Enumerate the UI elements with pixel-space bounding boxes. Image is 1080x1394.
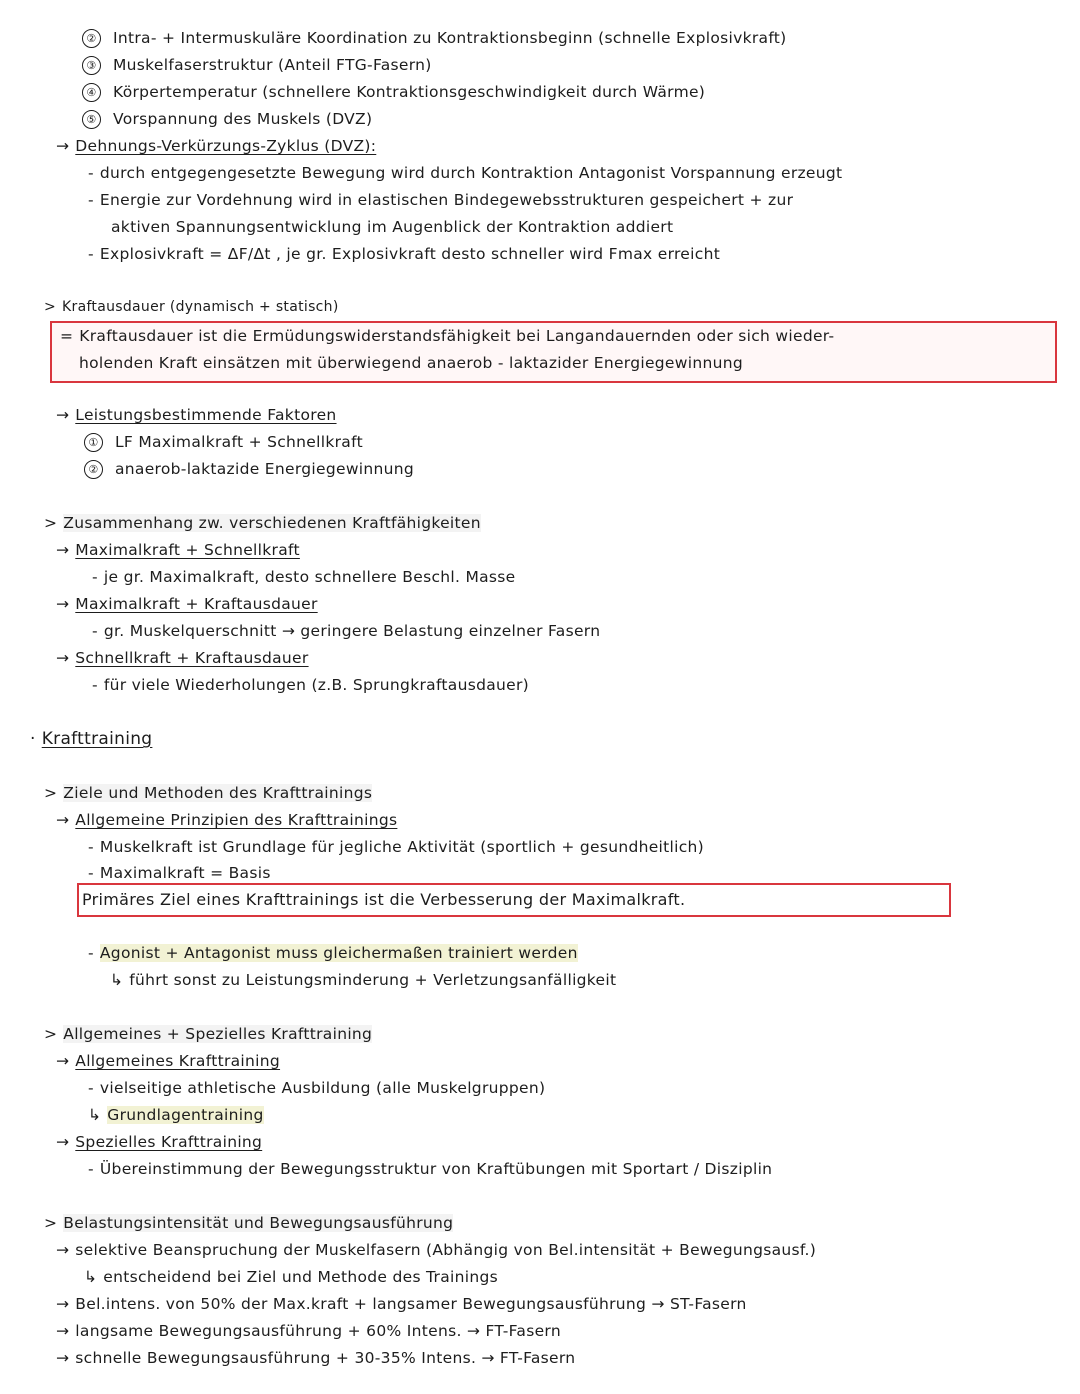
- note-line: aktiven Spannungsentwicklung im Augenblick der Kontraktion addiert: [111, 218, 674, 236]
- note-line: ④ Körpertemperatur (schnellere Kontraktionsgeschwindigkeit durch Wärme): [82, 81, 705, 103]
- note-line: ↳ führt sonst zu Leistungsminderung + Verletzungsanfälligkeit: [110, 971, 617, 989]
- note-line: ⑤ Vorspannung des Muskels (DVZ): [82, 108, 372, 130]
- note-line: ② Intra- + Intermuskuläre Koordination zu Kontraktionsbeginn (schnelle Explosivkraft): [82, 27, 787, 49]
- subheading: → Spezielles Krafttraining: [56, 1133, 263, 1151]
- note-line: ↳ entscheidend bei Ziel und Methode des Trainings: [84, 1268, 498, 1286]
- note-line: - Übereinstimmung der Bewegungsstruktur von Kraftübungen mit Sportart / Disziplin: [88, 1160, 773, 1178]
- note-line: ↳ Grundlagentraining: [88, 1106, 264, 1124]
- section-heading: > Kraftausdauer (dynamisch + statisch): [44, 299, 339, 315]
- note-line: - Maximalkraft = Basis: [88, 864, 271, 882]
- note-line: - Explosivkraft = ΔF/Δt , je gr. Explosivkraft desto schneller wird Fmax erreicht: [88, 245, 721, 263]
- note-line: → selektive Beanspruchung der Muskelfasern (Abhängig von Bel.intensität + Bewegungsausf.): [56, 1241, 817, 1259]
- note-line: - je gr. Maximalkraft, desto schnellere Beschl. Masse: [92, 568, 516, 586]
- note-line: ③ Muskelfaserstruktur (Anteil FTG-Fasern): [82, 54, 432, 76]
- note-line: - Muskelkraft ist Grundlage für jegliche Aktivität (sportlich + gesundheitlich): [88, 838, 705, 856]
- subheading: → Maximalkraft + Schnellkraft: [56, 541, 300, 559]
- section-heading: > Allgemeines + Spezielles Krafttraining: [44, 1025, 373, 1043]
- note-line: ② anaerob-laktazide Energiegewinnung: [84, 458, 414, 480]
- subheading: → Allgemeines Krafttraining: [56, 1052, 281, 1070]
- section-heading: > Belastungsintensität und Bewegungsausführung: [44, 1214, 454, 1232]
- note-line: → Bel.intens. von 50% der Max.kraft + langsamer Bewegungsausführung → ST-Fasern: [56, 1295, 747, 1313]
- subheading: → Schnellkraft + Kraftausdauer: [56, 649, 309, 667]
- section-heading: > Zusammenhang zw. verschiedenen Kraftfähigkeiten: [44, 514, 481, 532]
- note-line: → langsame Bewegungsausführung + 60% Intens. → FT-Fasern: [56, 1322, 561, 1340]
- note-line: - Energie zur Vordehnung wird in elastischen Bindegewebsstrukturen gespeichert + zur: [88, 191, 794, 209]
- section-heading: → Leistungsbestimmende Faktoren: [56, 406, 337, 424]
- definition-line: holenden Kraft einsätzen mit überwiegend anaerob - laktazider Energiegewinnung: [79, 354, 743, 372]
- note-line: - durch entgegengesetzte Bewegung wird durch Kontraktion Antagonist Vorspannung erzeugt: [88, 164, 843, 182]
- note-line: ① LF Maximalkraft + Schnellkraft: [84, 431, 363, 453]
- main-heading: · Krafttraining: [30, 729, 153, 749]
- note-line: - Agonist + Antagonist muss gleichermaßen trainiert werden: [88, 944, 578, 962]
- section-heading: → Dehnungs-Verkürzungs-Zyklus (DVZ):: [56, 137, 377, 155]
- goal-statement: Primäres Ziel eines Krafttrainings ist die Verbesserung der Maximalkraft.: [82, 890, 686, 909]
- section-heading: > Ziele und Methoden des Krafttrainings: [44, 784, 373, 802]
- definition-line: = Kraftausdauer ist die Ermüdungswiderstandsfähigkeit bei Langandauernden oder sich wieder-: [60, 327, 835, 345]
- note-line: - gr. Muskelquerschnitt → geringere Belastung einzelner Fasern: [92, 622, 601, 640]
- note-line: - für viele Wiederholungen (z.B. Sprungkraftausdauer): [92, 676, 530, 694]
- subheading: → Allgemeine Prinzipien des Krafttrainings: [56, 811, 398, 829]
- subheading: → Maximalkraft + Kraftausdauer: [56, 595, 318, 613]
- note-line: → schnelle Bewegungsausführung + 30-35% Intens. → FT-Fasern: [56, 1349, 576, 1367]
- note-line: - vielseitige athletische Ausbildung (alle Muskelgruppen): [88, 1079, 546, 1097]
